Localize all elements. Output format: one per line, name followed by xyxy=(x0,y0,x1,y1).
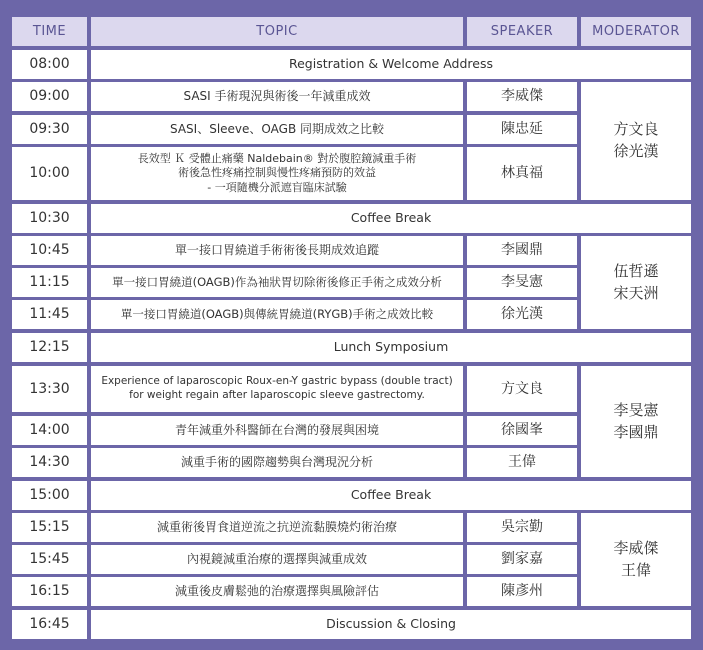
header-time: TIME xyxy=(12,17,87,46)
header-moderator: MODERATOR xyxy=(581,17,691,46)
moderator-name: 方文良 xyxy=(613,120,659,139)
topic-cell: 單一接口胃繞道(OAGB)與傳統胃繞道(RYGB)手術之成效比較 xyxy=(91,300,463,329)
topic-cell: 單一接口胃繞道手術術後長期成效追蹤 xyxy=(91,236,463,265)
time-cell: 16:15 xyxy=(12,577,87,606)
header-topic: TOPIC xyxy=(91,17,463,46)
moderator-cell xyxy=(581,366,691,477)
topic-cell: 單一接口胃繞道(OAGB)作為袖狀胃切除術後修正手術之成效分析 xyxy=(91,268,463,297)
moderator-name: 王偉 xyxy=(620,560,651,579)
speaker-cell: 吳宗勤 xyxy=(467,513,577,542)
speaker-cell: 劉家嘉 xyxy=(467,545,577,574)
speaker-cell: 陳忠延 xyxy=(467,115,577,144)
time-cell: 09:00 xyxy=(12,82,87,111)
time-cell: 10:30 xyxy=(12,204,87,233)
time-cell: 14:30 xyxy=(12,448,87,477)
speaker-cell: 王偉 xyxy=(467,448,577,477)
time-cell: 15:15 xyxy=(12,513,87,542)
topic-cell xyxy=(91,147,463,200)
topic-line: 長效型 Ｋ 受體止痛藥 Naldebain® 對於腹腔鏡減重手術 xyxy=(137,152,417,166)
topic-line: - 一項隨機分派遮盲臨床試驗 xyxy=(207,180,347,194)
topic-cell: SASI 手術現況與術後一年減重成效 xyxy=(91,82,463,111)
moderator-name: 李旻憲 xyxy=(613,400,659,419)
time-cell: 10:45 xyxy=(12,236,87,265)
header-speaker: SPEAKER xyxy=(467,17,577,46)
speaker-cell: 徐光漢 xyxy=(467,300,577,329)
time-cell: 10:00 xyxy=(12,147,87,200)
time-cell: 11:15 xyxy=(12,268,87,297)
topic-line: Experience of laparoscopic Roux-en-Y gastric bypass (double tract) xyxy=(101,375,453,388)
time-cell: 12:15 xyxy=(12,333,87,362)
moderator-name: 李國鼎 xyxy=(613,422,659,441)
topic-cell: 內視鏡減重治療的選擇與減重成效 xyxy=(91,545,463,574)
moderator-cell xyxy=(581,236,691,329)
topic-cell: Lunch Symposium xyxy=(91,333,691,362)
topic-cell: Registration & Welcome Address xyxy=(91,50,691,79)
time-cell: 13:30 xyxy=(12,366,87,412)
topic-cell xyxy=(91,366,463,412)
topic-cell: Discussion & Closing xyxy=(91,610,691,639)
moderator-cell xyxy=(581,513,691,606)
moderator-name: 李威傑 xyxy=(613,538,659,557)
topic-cell: Coffee Break xyxy=(91,481,691,510)
speaker-cell: 林真福 xyxy=(467,147,577,200)
moderator-name: 徐光漢 xyxy=(613,142,659,160)
topic-cell: 減重術後胃食道逆流之抗逆流黏膜燒灼術治療 xyxy=(91,513,463,542)
moderator-name: 伍哲遜 xyxy=(613,261,659,280)
time-cell: 15:45 xyxy=(12,545,87,574)
topic-cell: 青年減重外科醫師在台灣的發展與困境 xyxy=(91,416,463,445)
topic-cell: 減重後皮膚鬆弛的治療選擇與風險評估 xyxy=(91,577,463,606)
speaker-cell: 李旻憲 xyxy=(467,268,577,297)
moderator-cell xyxy=(581,82,691,200)
time-cell: 15:00 xyxy=(12,481,87,510)
speaker-cell: 陳彥州 xyxy=(467,577,577,606)
time-cell: 16:45 xyxy=(12,610,87,639)
topic-cell: Coffee Break xyxy=(91,204,691,233)
speaker-cell: 徐國峯 xyxy=(467,416,577,445)
topic-line: 術後急性疼痛控制與慢性疼痛預防的效益 xyxy=(177,166,376,180)
time-cell: 14:00 xyxy=(12,416,87,445)
time-cell: 08:00 xyxy=(12,50,87,79)
speaker-cell: 李威傑 xyxy=(467,82,577,111)
moderator-name: 宋天洲 xyxy=(613,283,659,302)
topic-line: for weight regain after laparoscopic sleeve gastrectomy. xyxy=(129,389,425,401)
speaker-cell: 李國鼎 xyxy=(467,236,577,265)
topic-cell: 減重手術的國際趨勢與台灣現況分析 xyxy=(91,448,463,477)
time-cell: 09:30 xyxy=(12,115,87,144)
topic-cell: SASI、Sleeve、OAGB 同期成效之比較 xyxy=(91,115,463,144)
time-cell: 11:45 xyxy=(12,300,87,329)
speaker-cell: 方文良 xyxy=(467,366,577,412)
